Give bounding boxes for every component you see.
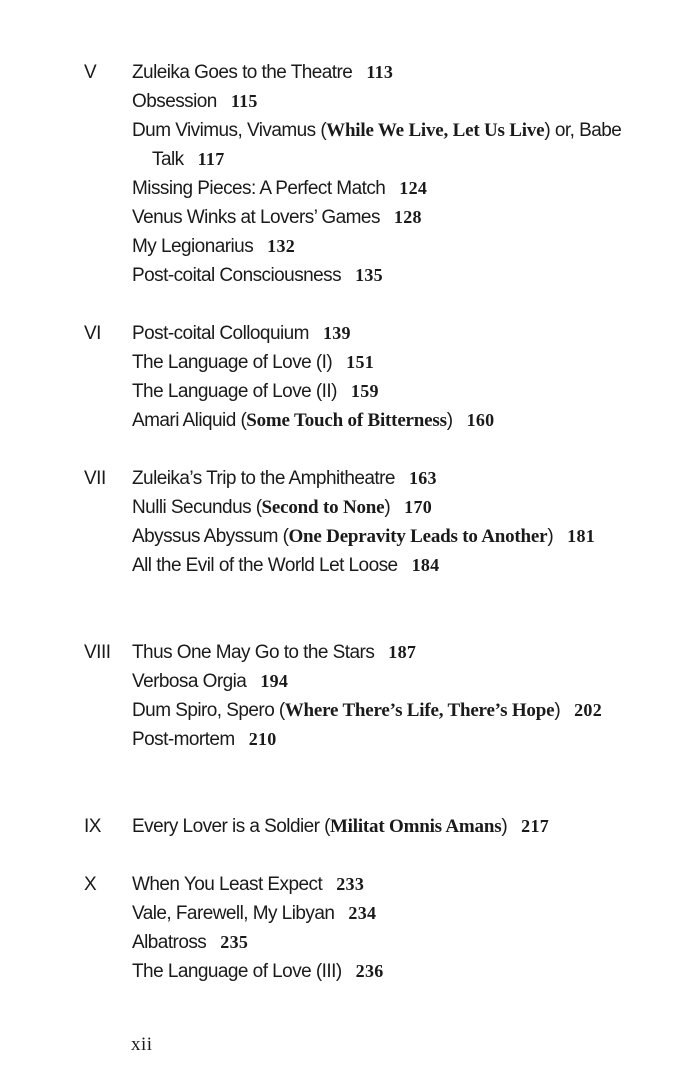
toc-part (0, 812, 689, 841)
entry-title: When You Least Expect (132, 874, 323, 895)
toc-part (0, 58, 689, 290)
page-number: 135 (355, 265, 383, 285)
page-number: 235 (220, 932, 249, 952)
page-number: 170 (404, 497, 433, 517)
entry-title: ) (547, 526, 554, 547)
toc-entry[interactable] (132, 174, 652, 203)
entry-title: Zuleika Goes to the Theatre (132, 62, 353, 83)
page-number: 124 (399, 178, 428, 198)
toc-entry[interactable] (132, 116, 672, 174)
page-number: 117 (197, 149, 225, 169)
part-numeral: X (84, 874, 97, 895)
entry-translation: While We Live, Let Us Live (326, 120, 545, 141)
entry-title: Every Lover is a Soldier ( (132, 816, 330, 837)
page-number: 217 (521, 816, 550, 836)
part-numeral: VIII (84, 642, 111, 663)
entry-title: The Language of Love (II) (132, 381, 337, 402)
toc-entry[interactable] (132, 261, 652, 290)
toc-entry[interactable] (132, 638, 652, 667)
toc-entry[interactable] (132, 377, 652, 406)
entry-title: Abyssus Abyssum ( (132, 526, 289, 547)
toc-entry[interactable] (132, 319, 652, 348)
toc-entry[interactable] (132, 203, 652, 232)
toc-entry[interactable] (132, 522, 672, 551)
toc-entry[interactable] (132, 899, 652, 928)
page-number: 181 (567, 526, 596, 546)
page-number: 210 (248, 729, 277, 749)
toc-entry[interactable] (132, 870, 652, 899)
toc-part (0, 319, 689, 435)
entry-title: ) (446, 410, 453, 431)
entry-title: The Language of Love (III) (132, 961, 342, 982)
part-numeral: VII (84, 468, 106, 489)
page-number: 139 (322, 323, 351, 343)
toc-entry[interactable] (132, 812, 672, 841)
entry-title: Zuleika’s Trip to the Amphitheatre (132, 468, 395, 489)
toc-part (0, 464, 689, 580)
entry-title: Vale, Farewell, My Libyan (132, 903, 335, 924)
entry-title: Dum Spiro, Spero ( (132, 700, 285, 721)
part-numeral: VI (84, 323, 101, 344)
entry-title: Verbosa Orgia (132, 671, 247, 692)
entry-translation: Some Touch of Bitterness (246, 410, 447, 431)
page-number: 113 (366, 62, 394, 82)
page-number: 187 (388, 642, 417, 662)
page-number: 159 (350, 381, 379, 401)
entry-translation: Where There’s Life, There’s Hope (284, 700, 555, 721)
toc-entry[interactable] (132, 58, 652, 87)
toc-part (0, 638, 689, 754)
entry-title: The Language of Love (I) (132, 352, 333, 373)
page-number: 184 (411, 555, 440, 575)
entry-title: Thus One May Go to the Stars (132, 642, 375, 663)
entry-title: Amari Aliquid ( (132, 410, 247, 431)
page-number: 151 (346, 352, 375, 372)
entry-title: Venus Winks at Lovers’ Games (132, 207, 380, 228)
toc-part (0, 870, 689, 986)
page-number: 233 (336, 874, 365, 894)
entry-title: ) (554, 700, 561, 721)
entry-title: Obsession (132, 91, 217, 112)
toc-entry[interactable] (132, 464, 652, 493)
toc-entry[interactable] (132, 667, 652, 696)
toc-entry[interactable] (132, 696, 672, 725)
toc-entry[interactable] (132, 87, 652, 116)
entry-translation: Second to None (261, 497, 385, 518)
entry-title: Post-mortem (132, 729, 235, 750)
page-number: 160 (466, 410, 495, 430)
entry-title: Nulli Secundus ( (132, 497, 262, 518)
page-number: 236 (355, 961, 384, 981)
toc-entry[interactable] (132, 493, 672, 522)
entry-title: Missing Pieces: A Perfect Match (132, 178, 386, 199)
toc-entry[interactable] (132, 928, 652, 957)
toc-entry[interactable] (132, 957, 652, 986)
part-numeral: V (84, 62, 97, 83)
page-number: 234 (348, 903, 377, 923)
entry-title: Post-coital Consciousness (132, 265, 342, 286)
toc-entry[interactable] (132, 551, 652, 580)
page-folio: xii (131, 1034, 153, 1055)
toc-entry[interactable] (132, 725, 652, 754)
page-number: 128 (393, 207, 422, 227)
toc-entry[interactable] (132, 232, 652, 261)
entry-title: Dum Vivimus, Vivamus ( (132, 120, 327, 141)
entry-translation: One Depravity Leads to Another (288, 526, 548, 547)
page-number: 202 (574, 700, 603, 720)
entry-title: ) (501, 816, 508, 837)
entry-title: ) (384, 497, 391, 518)
entry-translation: Militat Omnis Amans (329, 816, 502, 837)
entry-title: Albatross (132, 932, 207, 953)
entry-title: All the Evil of the World Let Loose (132, 555, 398, 576)
entry-title: ) or, Babe Talk (152, 120, 622, 170)
entry-title: Post-coital Colloquium (132, 323, 309, 344)
page-number: 163 (408, 468, 437, 488)
page-number: 115 (230, 91, 258, 111)
toc-entry[interactable] (132, 406, 672, 435)
toc-entry[interactable] (132, 348, 652, 377)
page-number: 132 (267, 236, 296, 256)
page-number: 194 (260, 671, 289, 691)
part-numeral: IX (84, 816, 101, 837)
entry-title: My Legionarius (132, 236, 254, 257)
